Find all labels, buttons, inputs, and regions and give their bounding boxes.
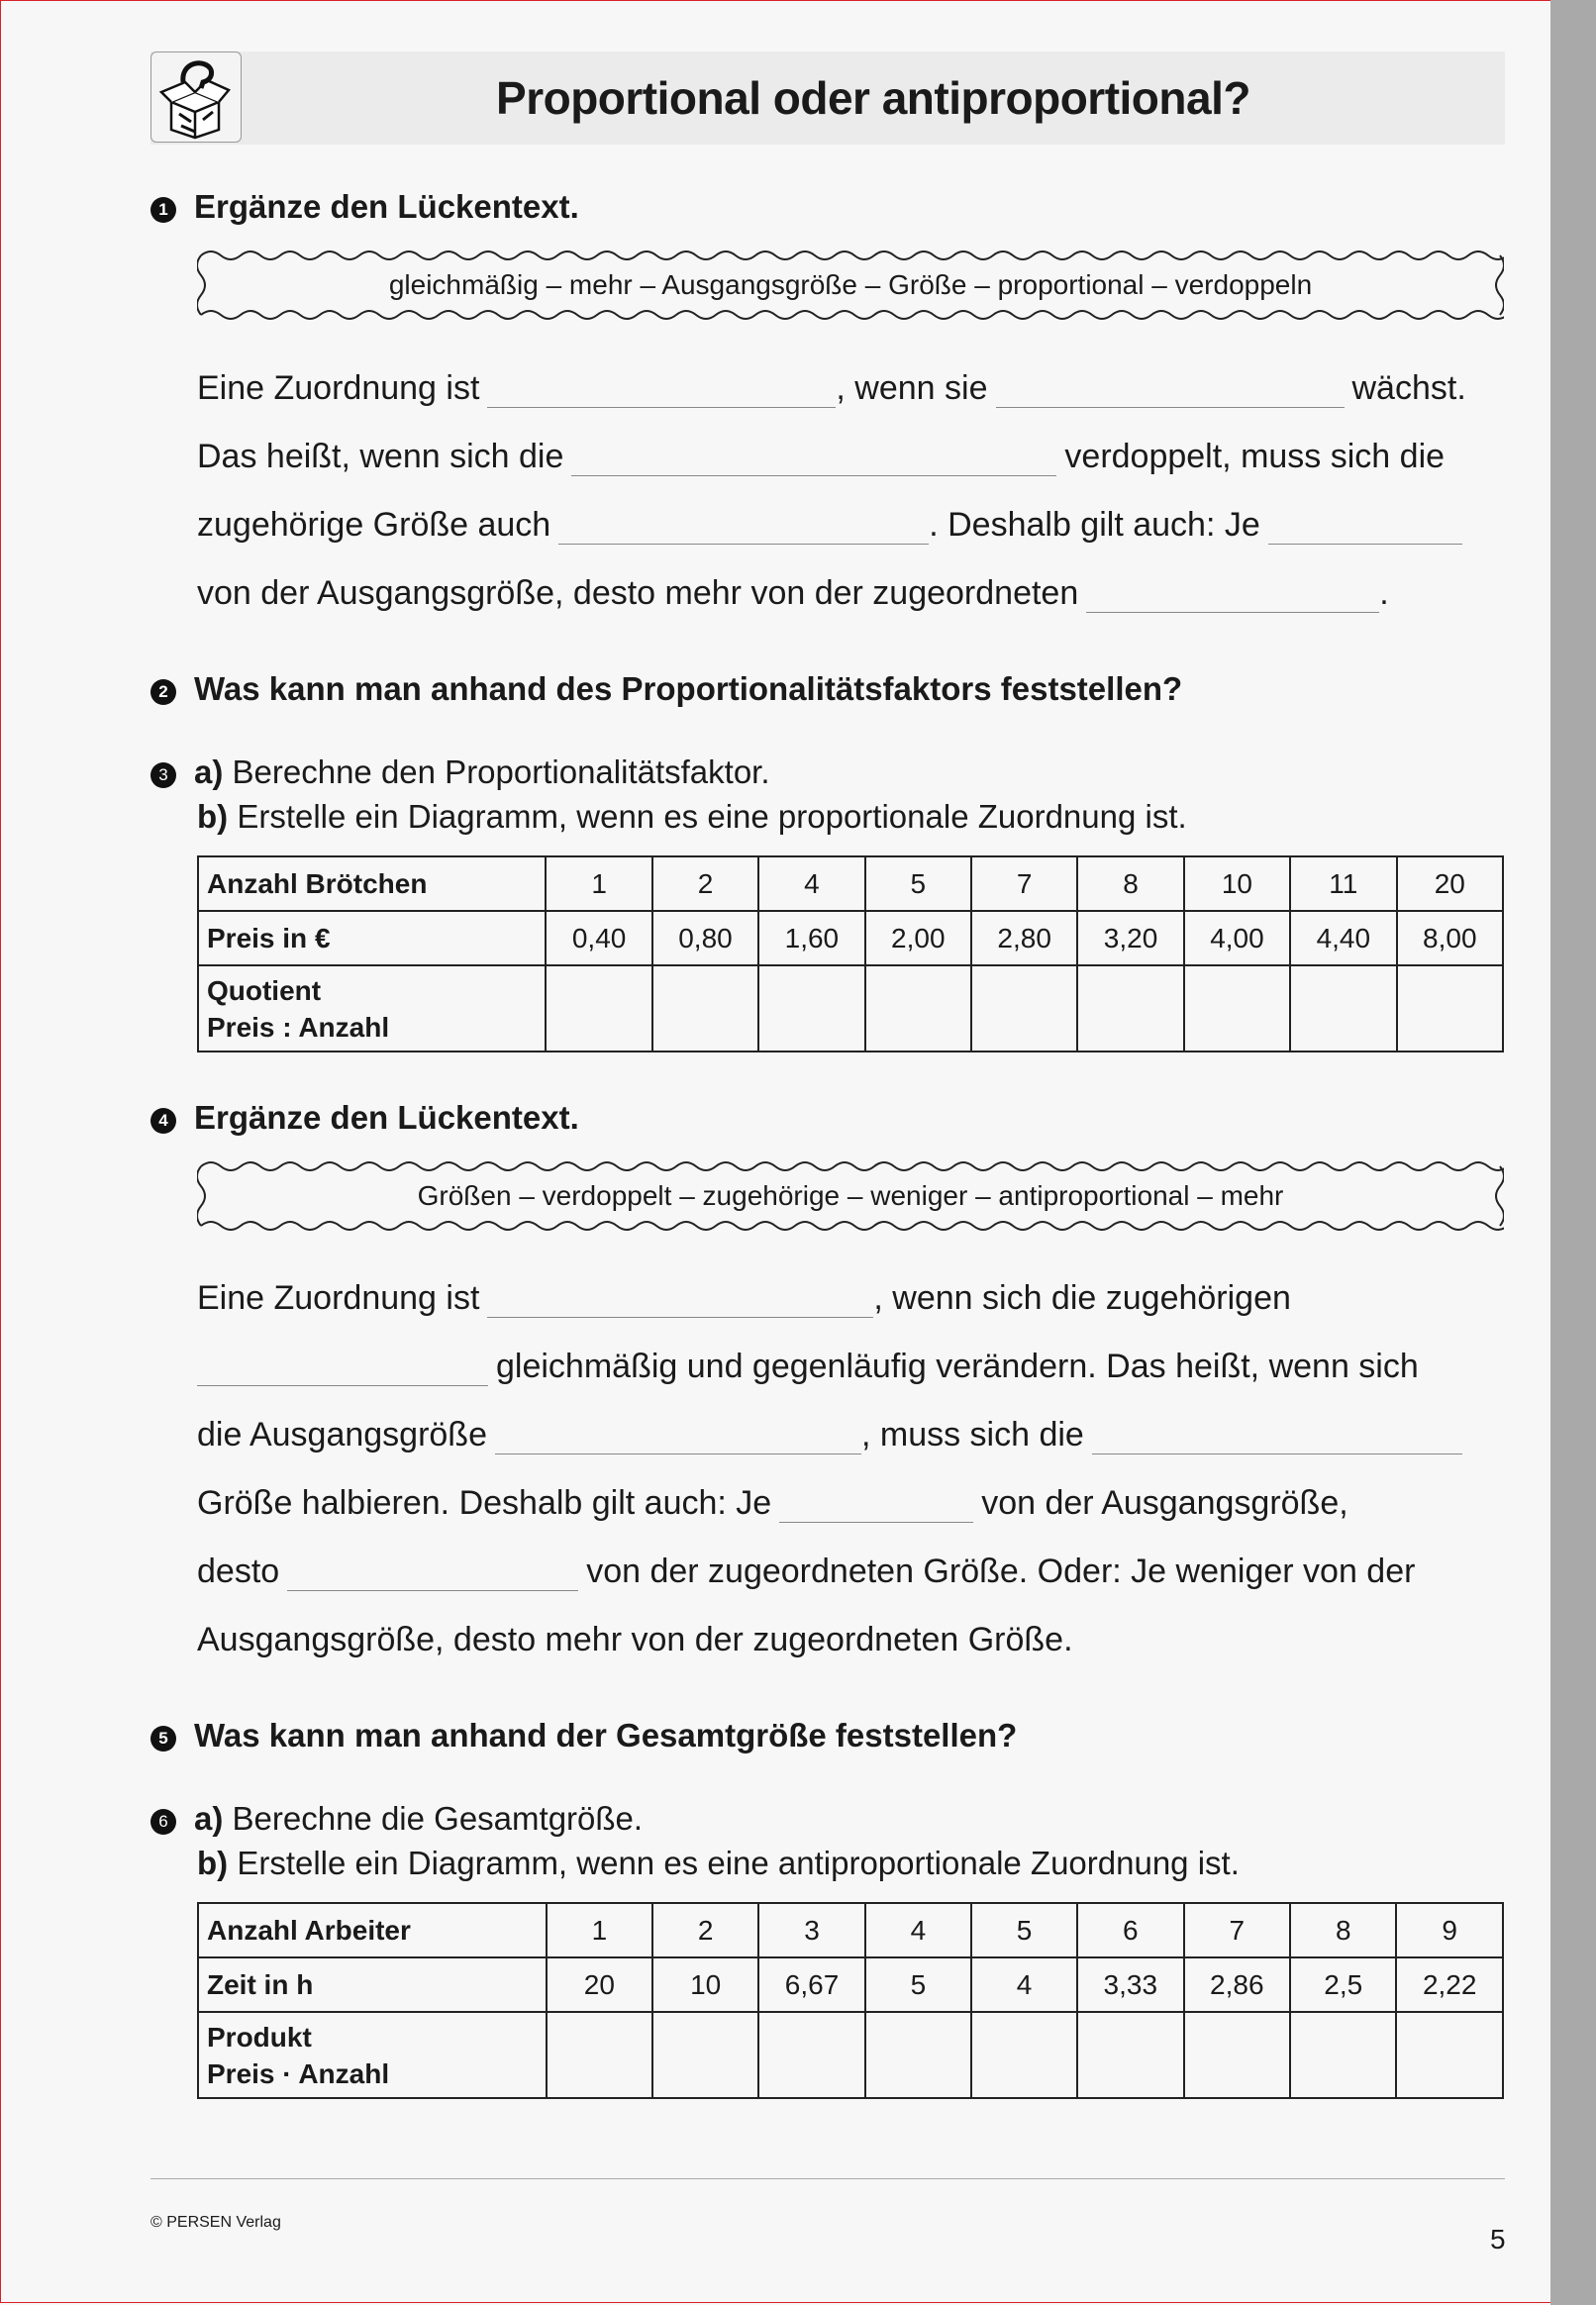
task-heading-text: Ergänze den Lückentext. [194,1099,579,1136]
cloze-text: von der zugeordneten Größe. Oder: Je weniger von der [586,1553,1416,1590]
table-cell: 2,00 [865,911,971,965]
task-6b [197,1845,1240,1882]
page-title: Proportional oder antiproportional? [496,72,1250,124]
task-6-heading [150,1800,643,1838]
table-cell: 0,80 [652,911,758,965]
task-3-heading [150,753,770,791]
task-1-heading [150,188,579,226]
cloze-line-5 [197,1552,1504,1591]
publisher-credit: © PERSEN Verlag [150,2214,281,2231]
table-cell: 8 [1077,856,1183,911]
page-edge-bar [1550,0,1596,2305]
task-number-badge: 2 [150,679,176,705]
task-number-badge: 5 [150,1726,176,1752]
cloze-line-4 [197,573,1504,613]
table-cell: 2,80 [971,911,1077,965]
cloze-text: Das heißt, wenn sich die [197,438,564,475]
table-cell: 4,00 [1184,911,1290,965]
cloze-text: . Deshalb gilt auch: Je [929,506,1260,544]
page-number: 5 [1490,2224,1506,2255]
row-header: Anzahl Brötchen [198,856,546,911]
subtask-label: a) [194,1800,224,1837]
proportional-table [197,855,1504,1052]
cloze-line-4 [197,1483,1504,1523]
task-heading-text: Was kann man anhand der Gesamtgröße feststellen? [194,1717,1018,1754]
answer-cell[interactable] [547,2012,652,2098]
cloze-text: zugehörige Größe auch [197,506,551,544]
cloze-text: von der Ausgangsgröße, [981,1484,1348,1522]
table-row [198,1957,1503,2012]
task-heading-text: Ergänze den Lückentext. [194,188,579,225]
cloze-line-3 [197,1415,1504,1454]
task-number-badge: 4 [150,1108,176,1134]
table-cell: 6,67 [758,1957,865,2012]
blank-field[interactable] [1086,578,1379,613]
cloze-text: , muss sich die [860,1416,1084,1453]
blank-field[interactable] [487,373,836,408]
table-cell: 4 [865,1903,971,1957]
table-cell: 9 [1396,1903,1503,1957]
answer-cell[interactable] [971,965,1077,1052]
table-cell: 8 [1290,1903,1396,1957]
row-header-line: Quotient [207,974,322,1006]
answer-cell[interactable] [652,2012,758,2098]
table-cell: 2,22 [1396,1957,1503,2012]
table-cell: 1,60 [758,911,864,965]
row-header: Anzahl Arbeiter [198,1903,547,1957]
task-heading-text: Was kann man anhand des Proportionalitätsfaktors feststellen? [194,670,1183,707]
cloze-text: . [1379,574,1389,612]
task-2-heading [150,670,1182,708]
cloze-line-6 [197,1620,1504,1659]
blank-field[interactable] [487,1283,873,1318]
cloze-text: verdoppelt, muss sich die [1064,438,1446,475]
subtask-label: b) [197,798,229,835]
subtask-label: a) [194,753,224,790]
subtask-text: Erstelle ein Diagramm, wenn es eine antiproportionale Zuordnung ist. [237,1845,1240,1881]
table-cell: 2 [652,856,758,911]
answer-cell[interactable] [652,965,758,1052]
subtask-text: Berechne die Gesamtgröße. [232,1800,644,1837]
table-cell: 2 [652,1903,758,1957]
table-cell: 4,40 [1290,911,1396,965]
table-cell: 0,40 [546,911,651,965]
cloze-text: desto [197,1553,280,1590]
subtask-text: Erstelle ein Diagramm, wenn es eine proportionale Zuordnung ist. [237,798,1187,835]
answer-cell[interactable] [865,965,971,1052]
task-4-heading [150,1099,579,1137]
cloze-text: Eine Zuordnung ist [197,1279,480,1317]
table-cell: 3,33 [1077,1957,1184,2012]
table-cell: 5 [971,1903,1077,1957]
cloze-text: Größe halbieren. Deshalb gilt auch: Je [197,1484,772,1522]
cloze-text: Ausgangsgröße, desto mehr von der zugeordneten Größe. [197,1621,1073,1658]
answer-cell[interactable] [1396,2012,1503,2098]
table-cell: 3,20 [1077,911,1183,965]
cloze-text: die Ausgangsgröße [197,1416,487,1453]
row-header [198,2012,547,2098]
answer-cell[interactable] [971,2012,1077,2098]
cloze-line-2 [197,437,1504,476]
table-row [198,2012,1503,2098]
row-header-line: Preis : Anzahl [207,1011,390,1043]
cloze-line-2 [197,1347,1504,1386]
task-5-heading [150,1717,1017,1754]
table-cell: 6 [1077,1903,1184,1957]
worksheet-header [150,51,1505,145]
cloze-text: , wenn sie [836,369,988,407]
table-cell: 7 [971,856,1077,911]
table-row [198,1903,1503,1957]
table-row [198,965,1503,1052]
answer-cell[interactable] [758,965,864,1052]
answer-cell[interactable] [1290,965,1396,1052]
cloze-line-1 [197,368,1504,408]
table-cell: 4 [971,1957,1077,2012]
table-cell: 8,00 [1397,911,1503,965]
table-cell: 1 [547,1903,652,1957]
word-bank-box [197,250,1504,321]
table-cell: 20 [1397,856,1503,911]
task-number-badge: 3 [150,762,176,788]
table-cell: 5 [865,1957,971,2012]
blank-field[interactable] [197,1352,488,1386]
cloze-line-1 [197,1278,1504,1318]
row-header [198,965,546,1052]
blank-field[interactable] [571,442,1056,476]
answer-cell[interactable] [1077,965,1183,1052]
answer-cell[interactable] [1397,965,1503,1052]
cloze-text: Eine Zuordnung ist [197,369,480,407]
task-3b [197,798,1187,836]
blank-field[interactable] [287,1556,578,1591]
row-header-line: Produkt [207,2021,312,2053]
blank-field[interactable] [495,1420,861,1454]
answer-cell[interactable] [546,965,651,1052]
row-header-line: Preis · Anzahl [207,2057,390,2089]
table-cell: 20 [547,1957,652,2012]
subtask-text: Berechne den Proportionalitätsfaktor. [232,753,770,790]
antiproportional-table [197,1902,1504,2099]
subtask-label: b) [197,1845,229,1881]
table-cell: 1 [546,856,651,911]
table-row [198,856,1503,911]
answer-cell[interactable] [1184,2012,1291,2098]
table-cell: 11 [1290,856,1396,911]
answer-cell[interactable] [865,2012,971,2098]
cloze-line-3 [197,505,1504,545]
word-bank-box [197,1160,1504,1232]
blank-field[interactable] [779,1488,973,1523]
table-row [198,911,1503,965]
blank-field[interactable] [1092,1420,1462,1454]
table-cell: 7 [1184,1903,1291,1957]
footer-divider [150,2178,1505,2179]
word-bank-text: Größen – verdoppelt – zugehörige – weniger – antiproportional – mehr [417,1180,1284,1211]
table-cell: 3 [758,1903,865,1957]
puzzle-box-icon [150,51,242,143]
blank-field[interactable] [1268,510,1462,545]
cloze-text: , wenn sich die zugehörigen [873,1279,1291,1317]
cloze-text: wächst. [1351,369,1466,407]
task-number-badge: 1 [150,197,176,223]
word-bank-text: gleichmäßig – mehr – Ausgangsgröße – Größe – proportional – verdoppeln [388,269,1313,300]
row-header: Zeit in h [198,1957,547,2012]
row-header: Preis in € [198,911,546,965]
answer-cell[interactable] [1184,965,1290,1052]
table-cell: 2,5 [1290,1957,1396,2012]
table-cell: 2,86 [1184,1957,1291,2012]
answer-cell[interactable] [758,2012,865,2098]
table-cell: 4 [758,856,864,911]
answer-cell[interactable] [1077,2012,1184,2098]
task-number-badge: 6 [150,1809,176,1835]
table-cell: 10 [652,1957,758,2012]
answer-cell[interactable] [1290,2012,1396,2098]
blank-field[interactable] [996,373,1345,408]
table-cell: 10 [1184,856,1290,911]
cloze-text: von der Ausgangsgröße, desto mehr von der zugeordneten [197,574,1079,612]
table-cell: 5 [865,856,971,911]
blank-field[interactable] [558,510,929,545]
cloze-text: gleichmäßig und gegenläufig verändern. Das heißt, wenn sich [496,1348,1419,1385]
